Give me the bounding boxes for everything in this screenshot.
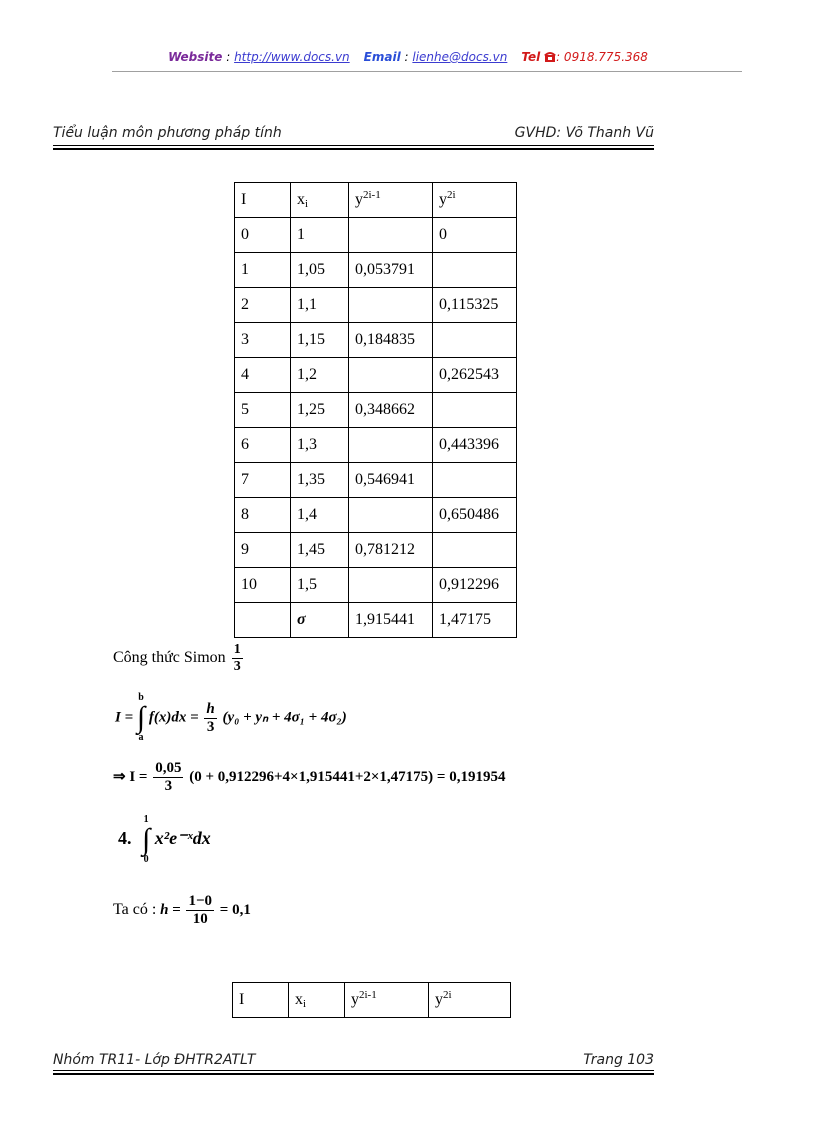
table-cell: 1,1 [291, 288, 349, 323]
table-cell: 0,443396 [433, 428, 517, 463]
table-row [235, 323, 517, 358]
table-cell [433, 463, 517, 498]
header-superscript: 2i [443, 989, 452, 1001]
table-cell: 1,25 [291, 393, 349, 428]
simpson-heading-text: Công thức Simon [113, 649, 226, 667]
simpson-formula [115, 693, 347, 743]
table-cell: 7 [235, 463, 291, 498]
table2-header-0 [233, 983, 289, 1018]
table-cell: 3 [235, 323, 291, 358]
integral-lower-limit: a [138, 732, 144, 743]
table-cell: 0 [433, 218, 517, 253]
website-link[interactable]: http://www.docs.vn [234, 50, 350, 64]
step-lhs: h = [160, 901, 181, 918]
table-cell: 0,781212 [349, 533, 433, 568]
table-row [235, 498, 517, 533]
header-symbol: y [351, 991, 359, 1008]
table-cell: 0,184835 [349, 323, 433, 358]
table-row [235, 463, 517, 498]
table-row [235, 393, 517, 428]
table-cell: 9 [235, 533, 291, 568]
problem-upper-limit: 1 [143, 814, 149, 825]
sum-label-cell [235, 603, 291, 638]
table-cell: 1 [235, 253, 291, 288]
values-table [234, 182, 517, 638]
header-symbol: x [295, 991, 303, 1008]
header-symbol: x [297, 191, 305, 208]
header-symbol: I [241, 191, 247, 208]
table-cell: 1,4 [291, 498, 349, 533]
table-cell: 5 [235, 393, 291, 428]
table-cell: 4 [235, 358, 291, 393]
table-cell: 0,912296 [433, 568, 517, 603]
simpson-result [113, 760, 505, 795]
footer-rule [53, 1070, 654, 1071]
formula-lhs: I = [115, 709, 134, 726]
step-denominator: 10 [192, 911, 208, 927]
result-prefix: ⇒ I = [113, 768, 148, 785]
header-divider [112, 71, 742, 72]
values-table-2 [232, 982, 511, 1018]
integral-symbol: ∫ [136, 701, 146, 734]
table-cell: 0,650486 [433, 498, 517, 533]
table-cell: 10 [235, 568, 291, 603]
table-row [235, 218, 517, 253]
table-cell: 1,15 [291, 323, 349, 358]
table1-header-1 [291, 183, 349, 218]
website-label: Website [168, 50, 223, 64]
footer-group: Nhóm TR11- Lớp ĐHTR2ATLT [53, 1052, 256, 1068]
table-header-row [235, 183, 517, 218]
problem-lower-limit: 0 [143, 854, 149, 865]
document-header [53, 125, 654, 145]
table-row [235, 358, 517, 393]
table-cell: 1,3 [291, 428, 349, 463]
table-cell: 6 [235, 428, 291, 463]
table-row [235, 568, 517, 603]
table-cell [349, 428, 433, 463]
table-cell: 8 [235, 498, 291, 533]
instructor-name: GVHD: Võ Thanh Vũ [514, 125, 654, 141]
simpson-heading [113, 642, 245, 675]
phone-icon [544, 51, 556, 65]
email-label: Email [363, 50, 401, 64]
sum-row [235, 603, 517, 638]
tel-number: : 0918.775.368 [556, 50, 648, 64]
table-cell: 2 [235, 288, 291, 323]
website-separator: : [222, 50, 235, 64]
table1-header-0 [235, 183, 291, 218]
sigma1-value: 1,915441 [349, 603, 433, 638]
table-cell: 0,348662 [349, 393, 433, 428]
table-cell: 0,546941 [349, 463, 433, 498]
table-cell [349, 358, 433, 393]
table-cell: 1,45 [291, 533, 349, 568]
footer-rule-thick [53, 1073, 654, 1075]
header-superscript: 2i [447, 189, 456, 201]
table-cell: 1,35 [291, 463, 349, 498]
table2-header-2 [345, 983, 429, 1018]
tel-label: Tel [521, 50, 541, 64]
site-header [0, 50, 816, 65]
step-numerator: 1−0 [188, 893, 213, 909]
header-subscript: i [305, 198, 309, 210]
result-numerator: 0,05 [155, 760, 182, 776]
document-title: Tiểu luận môn phương pháp tính [53, 125, 282, 141]
page-number: Trang 103 [583, 1052, 654, 1068]
table-cell [349, 498, 433, 533]
header-symbol: I [239, 991, 245, 1008]
document-header-rule [53, 145, 654, 146]
table1-header-2 [349, 183, 433, 218]
formula-h-numerator: h [206, 700, 215, 717]
table-cell: 1,2 [291, 358, 349, 393]
simpson-fraction-numerator: 1 [233, 642, 241, 657]
integral-upper-limit: b [138, 692, 144, 703]
table-cell: 0,053791 [349, 253, 433, 288]
header-superscript: 2i-1 [359, 989, 377, 1001]
email-separator: : [400, 50, 413, 64]
table-cell: 1 [291, 218, 349, 253]
page-footer [53, 1052, 654, 1070]
step-size [113, 893, 251, 928]
step-intro: Ta có : [113, 900, 157, 918]
formula-rhs: (y₀ + yₙ + 4σ₁ + 4σ₂) [222, 709, 347, 726]
table-cell: 0,262543 [433, 358, 517, 393]
step-result: = 0,1 [219, 901, 251, 918]
table-cell: 0 [235, 218, 291, 253]
header-subscript: i [303, 998, 307, 1010]
table-row [235, 253, 517, 288]
problem-integral-symbol: ∫ [142, 823, 151, 856]
sigma-symbol: σ [291, 603, 349, 638]
simpson-fraction-denominator: 3 [233, 659, 241, 674]
table2-header-3 [429, 983, 511, 1018]
result-rhs: (0 + 0,912296+4×1,915441+2×1,47175) = 0,191954 [189, 768, 506, 785]
email-link[interactable]: lienhe@docs.vn [412, 50, 508, 64]
sigma2-value: 1,47175 [433, 603, 517, 638]
table-cell [349, 288, 433, 323]
header-superscript: 2i-1 [363, 189, 381, 201]
header-symbol: y [439, 191, 447, 208]
table-cell: 1,05 [291, 253, 349, 288]
table-cell [433, 393, 517, 428]
header-symbol: y [435, 991, 443, 1008]
table-cell [433, 323, 517, 358]
formula-h-denominator: 3 [206, 718, 215, 735]
table-cell [349, 218, 433, 253]
table-cell: 0,115325 [433, 288, 517, 323]
table-cell [433, 533, 517, 568]
header-symbol: y [355, 191, 363, 208]
document-header-rule-thick [53, 148, 654, 150]
result-denominator: 3 [164, 778, 173, 794]
problem-4 [118, 815, 211, 865]
table-row [235, 533, 517, 568]
table2-header-1 [289, 983, 345, 1018]
table-cell [433, 253, 517, 288]
formula-integrand: f(x)dx = [148, 709, 199, 726]
table-cell: 1,5 [291, 568, 349, 603]
problem-number: 4. [118, 828, 132, 849]
table-header-row [233, 983, 511, 1018]
table-row [235, 428, 517, 463]
problem-integrand: x²e⁻ˣdx [154, 828, 211, 849]
table-cell [349, 568, 433, 603]
table1-header-3 [433, 183, 517, 218]
table-row [235, 288, 517, 323]
